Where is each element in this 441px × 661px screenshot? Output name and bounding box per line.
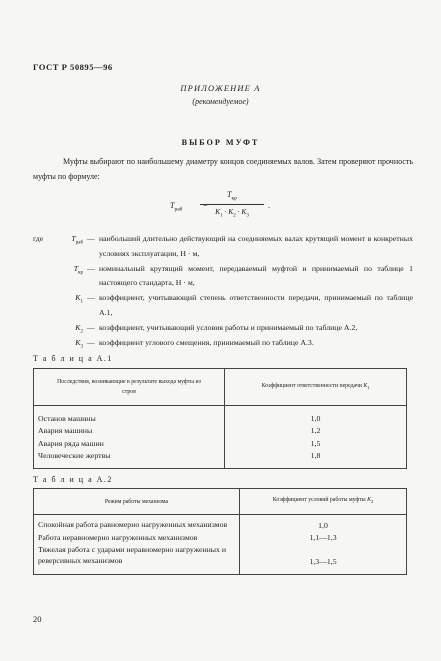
definition-item: $T_{кр}$ — номинальный крутящий момент, передаваемый муфтой и принимаемый по таблице 1 настоящего стандарта, Н · м,	[33, 262, 413, 292]
page-number: 20	[33, 614, 42, 624]
definition-text: номинальный крутящий момент, передаваемый муфтой и принимаемый по таблице 1 настоящего стандарта, Н · м,	[99, 263, 413, 288]
table1-header-col1: Последствия, возникающие в результате выхода муфты из строя	[34, 369, 225, 406]
table-row: Работа неравномерно нагруженных механизмов 1,1—1,3	[34, 531, 407, 544]
formula-end: .	[268, 201, 270, 210]
table2-header-col1: Режим работы механизма	[34, 489, 240, 515]
definition-text: наибольший длительно действующий на соединяемых валах крутящий момент в конкретных условиях эксплуатации, Н · м,	[99, 234, 413, 258]
table2-header-col2: Коэффициент условий работы муфты $K_2$	[240, 489, 407, 515]
definition-item: где $T_{раб}$ — наибольший длительно действующий на соединяемых валах крутящий момент в конкретных условиях эксплуатации, Н · м,	[33, 232, 413, 262]
table-row: Тяжелая работа с ударами неравномерно нагруженных и реверсивных механизмов 1,3—1,5	[34, 543, 407, 575]
table-row: Авария машины 1,2	[34, 425, 407, 438]
formula	[170, 190, 290, 226]
definition-item: $K_3$ — коэффициент углового смещения, принимаемый по таблице А.3.	[33, 336, 413, 351]
section-title: ВЫБОР МУФТ	[181, 138, 260, 147]
appendix-subtitle: (рекомендуемое)	[192, 97, 249, 106]
definition-item: $K_1$ — коэффициент, учитывающий степень ответственности передачи, принимаемый по таблице А.1,	[33, 291, 413, 321]
standard-number: ГОСТ Р 50895—96	[33, 62, 113, 72]
table-a1	[33, 368, 407, 469]
table-a2	[33, 488, 407, 575]
definition-text: коэффициент, учитывающий условия работы и принимаемый по таблице А.2,	[99, 322, 358, 332]
table2-caption: Т а б л и ц а А.2	[33, 475, 113, 484]
table1-caption: Т а б л и ц а А.1	[33, 354, 113, 363]
formula-equals: =	[203, 201, 208, 210]
where-word: где	[33, 234, 44, 243]
formula-lhs: $T_{раб}$	[170, 201, 183, 213]
formula-denominator: $K_1 \cdot K_2 \cdot K_3$	[215, 207, 249, 219]
table-row: Авария ряда машин 1,5	[34, 437, 407, 450]
table-row: Спокойная работа равномерно нагруженных механизмов 1,0	[34, 515, 407, 531]
definition-text: коэффициент углового смещения, принимаемый по таблице А.3.	[99, 337, 314, 347]
formula-numerator: $T_{кр}$	[227, 190, 237, 202]
table-row: Человеческие жертвы 1,8	[34, 450, 407, 469]
definition-item: $K_2$ — коэффициент, учитывающий условия работы и принимаемый по таблице А.2,	[33, 321, 413, 336]
definition-text: коэффициент, учитывающий степень ответственности передачи, принимаемый по таблице А.1,	[99, 293, 413, 317]
intro-paragraph: Муфты выбирают по наибольшему диаметру концов соединяемых валов. Затем проверяют прочность муфты по формуле:	[33, 157, 413, 181]
appendix-title: ПРИЛОЖЕНИЕ А	[180, 84, 261, 93]
table-row: Останов машины 1,0	[34, 406, 407, 425]
definitions	[33, 232, 413, 350]
table1-header-col2: Коэффициент ответственности передачи $K_1$	[225, 369, 407, 406]
fraction-bar	[200, 204, 264, 205]
